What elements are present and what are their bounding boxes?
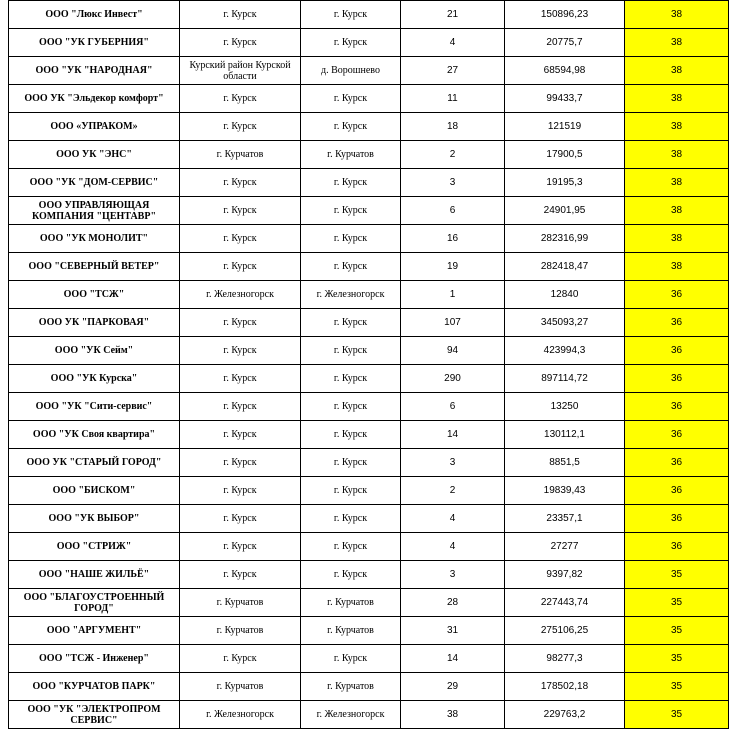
house-count-cell: 27 — [401, 57, 505, 85]
score-cell: 36 — [625, 309, 729, 337]
company-name-cell: ООО "УК ГУБЕРНИЯ" — [9, 29, 180, 57]
city-cell: г. Курск — [301, 29, 401, 57]
company-name-cell: ООО "БИСКОМ" — [9, 477, 180, 505]
city-cell: г. Курск — [301, 505, 401, 533]
location-cell: г. Курчатов — [180, 141, 301, 169]
score-cell: 35 — [625, 645, 729, 673]
company-name-cell: ООО "СЕВЕРНЫЙ ВЕТЕР" — [9, 253, 180, 281]
score-cell: 38 — [625, 225, 729, 253]
area-cell: 275106,25 — [505, 617, 625, 645]
house-count-cell: 14 — [401, 645, 505, 673]
location-cell: г. Курск — [180, 645, 301, 673]
location-cell: г. Курск — [180, 113, 301, 141]
house-count-cell: 11 — [401, 85, 505, 113]
location-cell: г. Курск — [180, 309, 301, 337]
house-count-cell: 31 — [401, 617, 505, 645]
table-row — [9, 253, 729, 281]
company-name-cell: ООО "БЛАГОУСТРОЕННЫЙ ГОРОД" — [9, 589, 180, 617]
score-cell: 38 — [625, 169, 729, 197]
house-count-cell: 1 — [401, 281, 505, 309]
table-row — [9, 113, 729, 141]
house-count-cell: 4 — [401, 533, 505, 561]
area-cell: 282418,47 — [505, 253, 625, 281]
house-count-cell: 2 — [401, 477, 505, 505]
area-cell: 98277,3 — [505, 645, 625, 673]
table-row — [9, 673, 729, 701]
score-cell: 38 — [625, 253, 729, 281]
house-count-cell: 18 — [401, 113, 505, 141]
city-cell: г. Курск — [301, 561, 401, 589]
city-cell: г. Курск — [301, 85, 401, 113]
city-cell: г. Курск — [301, 365, 401, 393]
table-row — [9, 197, 729, 225]
score-cell: 36 — [625, 365, 729, 393]
house-count-cell: 4 — [401, 505, 505, 533]
city-cell: г. Курск — [301, 169, 401, 197]
house-count-cell: 3 — [401, 449, 505, 477]
area-cell: 178502,18 — [505, 673, 625, 701]
location-cell: г. Курск — [180, 449, 301, 477]
table-row — [9, 225, 729, 253]
house-count-cell: 21 — [401, 1, 505, 29]
company-name-cell: ООО "УК "ЭЛЕКТРОПРОМ СЕРВИС" — [9, 701, 180, 729]
city-cell: г. Курск — [301, 309, 401, 337]
location-cell: г. Курск — [180, 197, 301, 225]
company-name-cell: ООО "СТРИЖ" — [9, 533, 180, 561]
score-cell: 36 — [625, 533, 729, 561]
score-cell: 38 — [625, 1, 729, 29]
company-name-cell: ООО "НАШЕ ЖИЛЬЁ" — [9, 561, 180, 589]
area-cell: 99433,7 — [505, 85, 625, 113]
score-cell: 36 — [625, 337, 729, 365]
area-cell: 423994,3 — [505, 337, 625, 365]
company-name-cell: ООО "АРГУМЕНТ" — [9, 617, 180, 645]
table-row — [9, 477, 729, 505]
company-name-cell: ООО "УК Курска" — [9, 365, 180, 393]
company-name-cell: ООО "Люкс Инвест" — [9, 1, 180, 29]
table-row — [9, 85, 729, 113]
location-cell: г. Курчатов — [180, 673, 301, 701]
table-row — [9, 617, 729, 645]
area-cell: 150896,23 — [505, 1, 625, 29]
city-cell: г. Курск — [301, 393, 401, 421]
company-name-cell: ООО "УК "ДОМ-СЕРВИС" — [9, 169, 180, 197]
location-cell: г. Курск — [180, 477, 301, 505]
table-row — [9, 505, 729, 533]
location-cell: г. Курск — [180, 169, 301, 197]
location-cell: г. Железногорск — [180, 281, 301, 309]
company-name-cell: ООО УК "СТАРЫЙ ГОРОД" — [9, 449, 180, 477]
house-count-cell: 290 — [401, 365, 505, 393]
house-count-cell: 16 — [401, 225, 505, 253]
area-cell: 24901,95 — [505, 197, 625, 225]
house-count-cell: 38 — [401, 701, 505, 729]
location-cell: г. Курск — [180, 337, 301, 365]
score-cell: 38 — [625, 57, 729, 85]
location-cell: г. Курчатов — [180, 589, 301, 617]
company-name-cell: ООО "УК "НАРОДНАЯ" — [9, 57, 180, 85]
city-cell: г. Курск — [301, 1, 401, 29]
table-row — [9, 701, 729, 729]
area-cell: 12840 — [505, 281, 625, 309]
city-cell: г. Курск — [301, 449, 401, 477]
house-count-cell: 19 — [401, 253, 505, 281]
location-cell: г. Курск — [180, 253, 301, 281]
score-cell: 38 — [625, 197, 729, 225]
table-row — [9, 309, 729, 337]
area-cell: 8851,5 — [505, 449, 625, 477]
location-cell: г. Курск — [180, 29, 301, 57]
house-count-cell: 3 — [401, 169, 505, 197]
table-row — [9, 365, 729, 393]
area-cell: 23357,1 — [505, 505, 625, 533]
city-cell: г. Курчатов — [301, 141, 401, 169]
company-name-cell: ООО УК "ЭНС" — [9, 141, 180, 169]
house-count-cell: 3 — [401, 561, 505, 589]
table-row — [9, 169, 729, 197]
area-cell: 19195,3 — [505, 169, 625, 197]
area-cell: 68594,98 — [505, 57, 625, 85]
city-cell: г. Курск — [301, 477, 401, 505]
house-count-cell: 29 — [401, 673, 505, 701]
table-row — [9, 421, 729, 449]
area-cell: 282316,99 — [505, 225, 625, 253]
city-cell: г. Курск — [301, 253, 401, 281]
city-cell: г. Курск — [301, 533, 401, 561]
table-row — [9, 533, 729, 561]
score-cell: 35 — [625, 617, 729, 645]
city-cell: г. Курск — [301, 421, 401, 449]
house-count-cell: 14 — [401, 421, 505, 449]
city-cell: г. Курчатов — [301, 617, 401, 645]
table-row — [9, 141, 729, 169]
area-cell: 13250 — [505, 393, 625, 421]
location-cell: г. Курск — [180, 1, 301, 29]
location-cell: г. Курск — [180, 393, 301, 421]
location-cell: Курский район Курской области — [180, 57, 301, 85]
location-cell: г. Курск — [180, 225, 301, 253]
city-cell: г. Курчатов — [301, 673, 401, 701]
table-row — [9, 281, 729, 309]
score-cell: 35 — [625, 561, 729, 589]
table-row — [9, 449, 729, 477]
location-cell: г. Курск — [180, 365, 301, 393]
table-row — [9, 645, 729, 673]
house-count-cell: 107 — [401, 309, 505, 337]
company-name-cell: ООО "УК МОНОЛИТ" — [9, 225, 180, 253]
company-name-cell: ООО "ТСЖ - Инженер" — [9, 645, 180, 673]
location-cell: г. Курчатов — [180, 617, 301, 645]
company-name-cell: ООО "УК Сейм" — [9, 337, 180, 365]
location-cell: г. Курск — [180, 505, 301, 533]
company-name-cell: ООО "ТСЖ" — [9, 281, 180, 309]
table-row — [9, 589, 729, 617]
score-cell: 36 — [625, 421, 729, 449]
table-row — [9, 561, 729, 589]
company-name-cell: ООО УК "Эльдекор комфорт" — [9, 85, 180, 113]
city-cell: г. Курск — [301, 645, 401, 673]
area-cell: 227443,74 — [505, 589, 625, 617]
table-row — [9, 57, 729, 85]
company-name-cell: ООО УПРАВЛЯЮЩАЯ КОМПАНИЯ "ЦЕНТАВР" — [9, 197, 180, 225]
company-name-cell: ООО «УПРАКОМ» — [9, 113, 180, 141]
house-count-cell: 6 — [401, 393, 505, 421]
location-cell: г. Курск — [180, 561, 301, 589]
area-cell: 19839,43 — [505, 477, 625, 505]
company-name-cell: ООО "УК ВЫБОР" — [9, 505, 180, 533]
city-cell: г. Железногорск — [301, 281, 401, 309]
score-cell: 38 — [625, 141, 729, 169]
table-row — [9, 29, 729, 57]
area-cell: 17900,5 — [505, 141, 625, 169]
area-cell: 27277 — [505, 533, 625, 561]
location-cell: г. Курск — [180, 85, 301, 113]
city-cell: д. Ворошнево — [301, 57, 401, 85]
score-cell: 36 — [625, 477, 729, 505]
score-cell: 36 — [625, 281, 729, 309]
location-cell: г. Курск — [180, 533, 301, 561]
city-cell: г. Курчатов — [301, 589, 401, 617]
score-cell: 35 — [625, 701, 729, 729]
table-row — [9, 337, 729, 365]
area-cell: 20775,7 — [505, 29, 625, 57]
score-cell: 38 — [625, 113, 729, 141]
house-count-cell: 2 — [401, 141, 505, 169]
score-cell: 36 — [625, 393, 729, 421]
area-cell: 130112,1 — [505, 421, 625, 449]
location-cell: г. Курск — [180, 421, 301, 449]
score-cell: 38 — [625, 29, 729, 57]
house-count-cell: 6 — [401, 197, 505, 225]
score-cell: 35 — [625, 673, 729, 701]
city-cell: г. Курск — [301, 197, 401, 225]
rating-table — [8, 0, 729, 729]
area-cell: 897114,72 — [505, 365, 625, 393]
table-row — [9, 393, 729, 421]
table-row — [9, 1, 729, 29]
score-cell: 36 — [625, 505, 729, 533]
rating-table-body — [9, 1, 729, 729]
score-cell: 35 — [625, 589, 729, 617]
city-cell: г. Курск — [301, 337, 401, 365]
area-cell: 9397,82 — [505, 561, 625, 589]
area-cell: 229763,2 — [505, 701, 625, 729]
score-cell: 36 — [625, 449, 729, 477]
score-cell: 38 — [625, 85, 729, 113]
company-name-cell: ООО УК "ПАРКОВАЯ" — [9, 309, 180, 337]
area-cell: 345093,27 — [505, 309, 625, 337]
area-cell: 121519 — [505, 113, 625, 141]
company-name-cell: ООО "КУРЧАТОВ ПАРК" — [9, 673, 180, 701]
city-cell: г. Курск — [301, 225, 401, 253]
city-cell: г. Железногорск — [301, 701, 401, 729]
city-cell: г. Курск — [301, 113, 401, 141]
company-name-cell: ООО "УК Своя квартира" — [9, 421, 180, 449]
location-cell: г. Железногорск — [180, 701, 301, 729]
house-count-cell: 4 — [401, 29, 505, 57]
house-count-cell: 94 — [401, 337, 505, 365]
house-count-cell: 28 — [401, 589, 505, 617]
company-name-cell: ООО "УК "Сити-сервис" — [9, 393, 180, 421]
